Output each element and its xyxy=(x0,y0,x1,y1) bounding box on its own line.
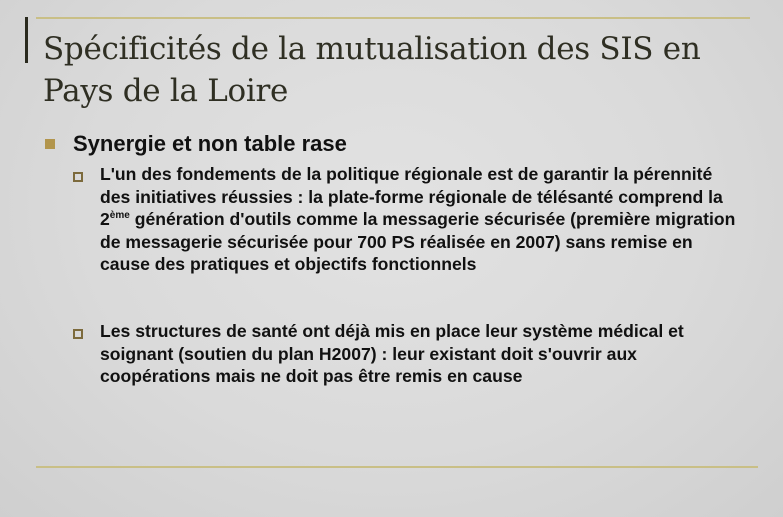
sub-bullet-1-text xyxy=(100,163,745,276)
title-accent-bar xyxy=(25,17,28,63)
sub-bullet-2-text: Les structures de santé ont déjà mis en place leur système médical et soignant (soutien du plan H2007) : leur existant doit s'ouvrir aux coopérations mais ne doit pas être remis en cause xyxy=(100,321,684,387)
bullet-level1 xyxy=(45,130,745,158)
sub-bullet-1 xyxy=(73,163,753,276)
bottom-divider xyxy=(36,466,758,468)
top-divider xyxy=(36,17,750,19)
sub-bullet-1-text-part2: génération d'outils comme la messagerie sécurisée (première migration de messagerie sécurisée pour 700 PS réalisée en 2007) sans remise en cause des pratiques et objectifs fonctionnels xyxy=(100,209,736,275)
superscript-ordinal: ème xyxy=(109,210,130,222)
hollow-square-bullet-icon xyxy=(73,329,83,339)
hollow-square-bullet-icon xyxy=(73,172,83,182)
bullet-level1-label: Synergie et non table rase xyxy=(73,131,347,156)
filled-square-bullet-icon xyxy=(45,139,55,149)
slide-title: Spécificités de la mutualisation des SIS en Pays de la Loire xyxy=(43,31,701,109)
sub-bullet-2 xyxy=(73,320,753,388)
sub-bullet-1-text-part1: L'un des fondements de la politique régionale est de garantir la pérennité des initiatives réussies : la plate-forme régionale de télésanté comprend la 2 xyxy=(100,164,723,230)
